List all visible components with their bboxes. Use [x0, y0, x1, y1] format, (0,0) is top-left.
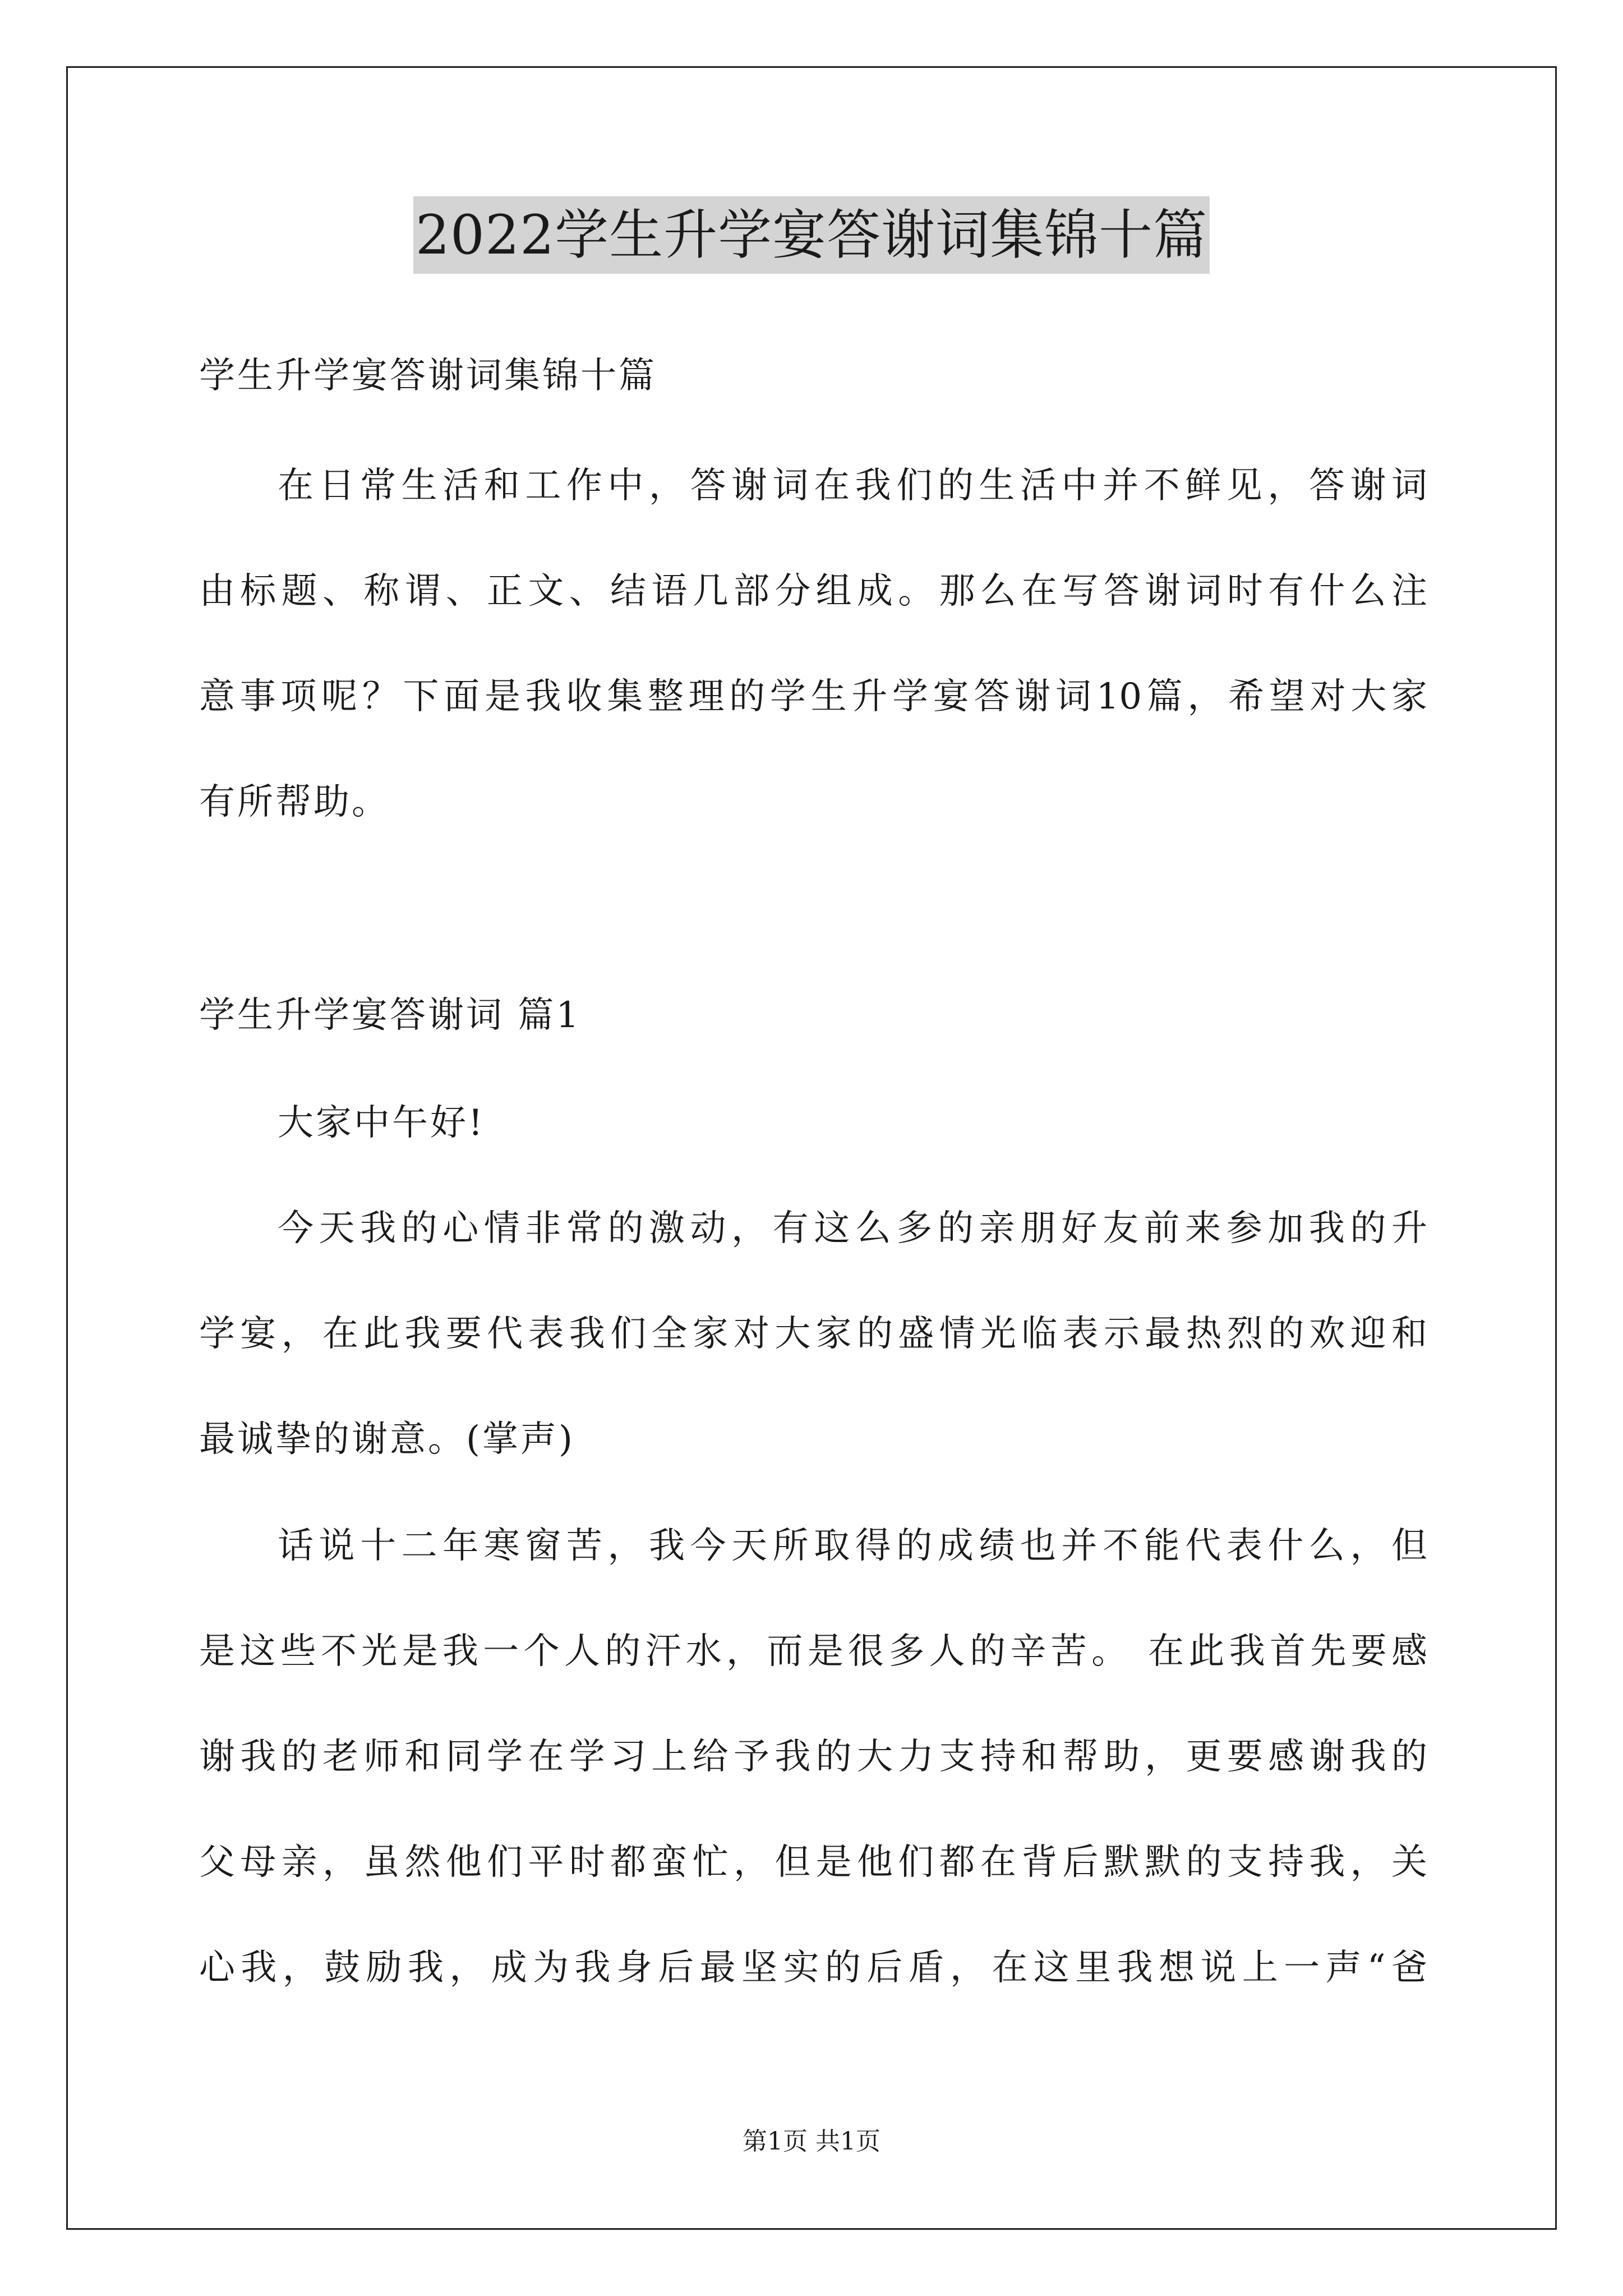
title-container	[0, 196, 1623, 274]
paragraph-line: 心我，鼓励我，成为我身后最坚实的后盾，在这里我想说上一声“爸	[199, 1947, 1427, 1989]
intro-line: 由标题、称谓、正文、结语几部分组成。那么在写答谢词时有什么注	[199, 570, 1427, 612]
intro-line: 在日常生活和工作中，答谢词在我们的生活中并不鲜见，答谢词	[278, 465, 1427, 507]
intro-line: 意事项呢？下面是我收集整理的学生升学宴答谢词10篇，希望对大家	[199, 676, 1427, 717]
paragraph-line: 谢我的老师和同学在学习上给予我的大力支持和帮助，更要感谢我的	[199, 1736, 1427, 1778]
greeting: 大家中午好!	[278, 1102, 485, 1144]
intro-line: 有所帮助。	[199, 781, 390, 823]
paragraph-line: 是这些不光是我一个人的汗水，而是很多人的辛苦。 在此我首先要感	[199, 1631, 1427, 1672]
document-title: 2022学生升学宴答谢词集锦十篇	[413, 196, 1210, 274]
page-footer: 第1页 共1页	[743, 2127, 880, 2156]
paragraph-line: 最诚挚的谢意。(掌声)	[199, 1419, 575, 1460]
paragraph-line: 话说十二年寒窗苦，我今天所取得的成绩也并不能代表什么，但	[278, 1525, 1427, 1567]
subtitle: 学生升学宴答谢词集锦十篇	[199, 355, 657, 397]
section-heading: 学生升学宴答谢词 篇1	[199, 995, 582, 1036]
paragraph-line: 学宴，在此我要代表我们全家对大家的盛情光临表示最热烈的欢迎和	[199, 1313, 1427, 1355]
paragraph-line: 今天我的心情非常的激动，有这么多的亲朋好友前来参加我的升	[278, 1208, 1427, 1249]
paragraph-line: 父母亲，虽然他们平时都蛮忙，但是他们都在背后默默的支持我，关	[199, 1842, 1427, 1883]
